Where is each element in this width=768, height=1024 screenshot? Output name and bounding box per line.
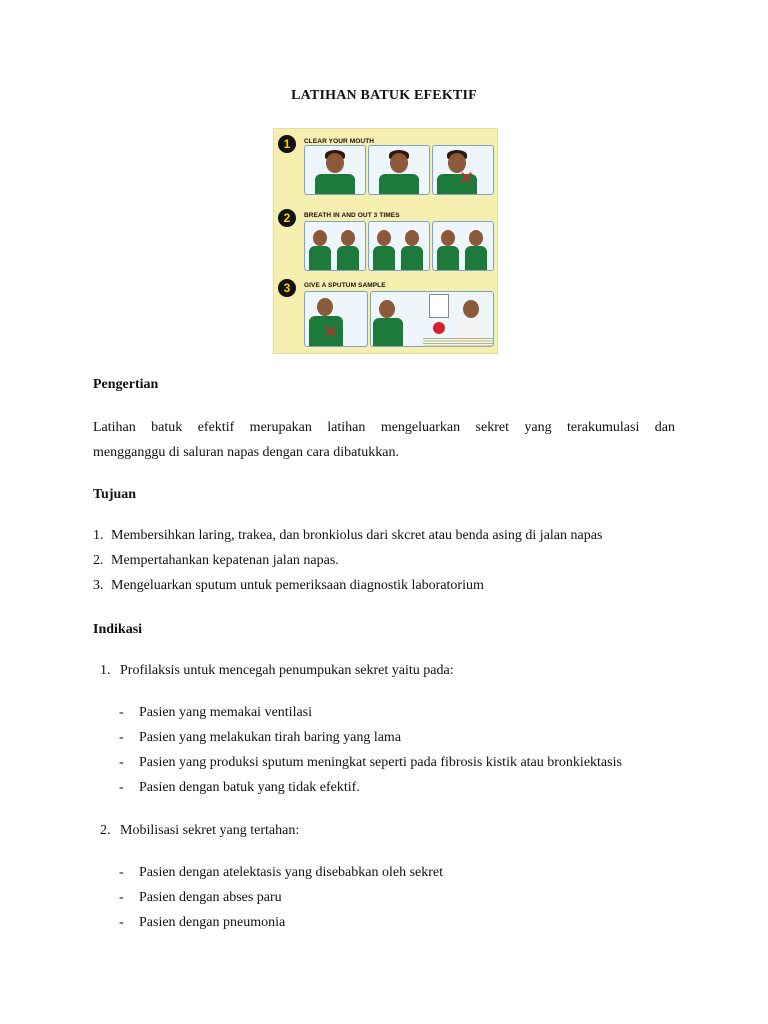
list-text: Membersihkan laring, trakea, dan bronkiolus dari skcret atau benda asing di jalan napas (111, 528, 603, 543)
list-text: Pasien dengan atelektasis yang disebabkan oleh sekret (139, 865, 444, 880)
bullet: - (119, 705, 124, 720)
list-text: Pasien dengan abses paru (139, 890, 282, 905)
list-item (119, 890, 282, 906)
list-item (119, 705, 312, 721)
list-text: Profilaksis untuk mencegah penumpukan sekret yaitu pada: (120, 663, 454, 678)
list-number: 1. (100, 663, 111, 678)
list-item (119, 730, 401, 746)
fine-print (423, 338, 493, 348)
step-3-panel-a (304, 291, 368, 347)
step-1-panel-b (368, 145, 430, 195)
list-text: Pasien dengan batuk yang tidak efektif. (139, 780, 360, 795)
list-text: Pasien yang melakukan tirah baring yang lama (139, 730, 402, 745)
heading-indikasi: Indikasi (93, 622, 143, 637)
step-2-panel-a (304, 221, 366, 271)
cross-icon: ✕ (459, 168, 475, 189)
bullet: - (119, 865, 124, 880)
sample-icon (433, 322, 445, 334)
page-title: LATIHAN BATUK EFEKTIF (291, 88, 477, 103)
step-2-caption: BREATH IN AND OUT 3 TIMES (304, 212, 400, 219)
paragraph-pengertian-line-1: Latihan batuk efektif merupakan latihan mengeluarkan sekret yang terakumulasi dan (93, 420, 675, 435)
list-number: 3. (93, 578, 104, 593)
paragraph-pengertian-line-2: mengganggu di saluran napas dengan cara dibatukkan. (93, 445, 399, 460)
step-2 (274, 207, 497, 273)
list-text: Mobilisasi sekret yang tertahan: (120, 823, 300, 838)
sputum-container-icon (429, 294, 449, 318)
list-item (119, 865, 443, 881)
list-number: 2. (100, 823, 111, 838)
heading-pengertian: Pengertian (93, 377, 159, 392)
list-text: Pasien dengan pneumonia (139, 915, 286, 930)
bullet: - (119, 915, 124, 930)
list-item (93, 578, 484, 594)
step-2-number: 2 (278, 209, 296, 227)
list-number: 2. (93, 553, 104, 568)
bullet: - (119, 890, 124, 905)
indikasi-group-2 (100, 823, 299, 839)
step-1-panel-a (304, 145, 366, 195)
list-item (119, 780, 360, 796)
cross-icon: ✕ (323, 322, 339, 343)
step-3 (274, 277, 497, 351)
list-text: Mengeluarkan sputum untuk pemeriksaan diagnostik laboratorium (111, 578, 484, 593)
list-item (93, 553, 339, 569)
list-text: Pasien yang memakai ventilasi (139, 705, 313, 720)
heading-tujuan: Tujuan (93, 487, 137, 502)
bullet: - (119, 780, 124, 795)
cough-steps-illustration (273, 128, 498, 354)
paragraph-pengertian (93, 415, 675, 465)
list-item (93, 528, 602, 544)
step-1-panel-c (432, 145, 494, 195)
list-item (119, 755, 622, 771)
list-item (119, 915, 285, 931)
step-3-caption: GIVE A SPUTUM SAMPLE (304, 282, 386, 289)
list-text: Pasien yang produksi sputum meningkat seperti pada fibrosis kistik atau bronkiektasis (139, 755, 622, 770)
step-1-caption: CLEAR YOUR MOUTH (304, 138, 375, 145)
step-2-panel-b (368, 221, 430, 271)
list-number: 1. (93, 528, 104, 543)
step-1-number: 1 (278, 135, 296, 153)
step-2-panel-c (432, 221, 494, 271)
bullet: - (119, 730, 124, 745)
bullet: - (119, 755, 124, 770)
list-text: Mempertahankan kepatenan jalan napas. (111, 553, 339, 568)
indikasi-group-1 (100, 663, 454, 679)
step-1 (274, 133, 497, 203)
step-3-number: 3 (278, 279, 296, 297)
